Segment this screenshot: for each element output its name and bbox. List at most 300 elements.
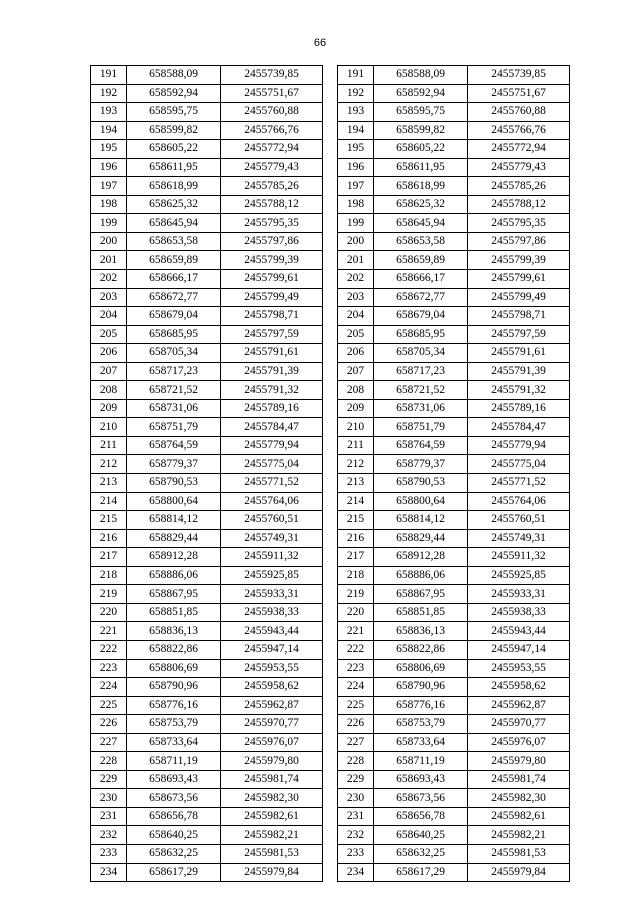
point-number-cell: 194 <box>338 121 374 140</box>
x-coordinate-cell: 658693,43 <box>127 770 221 789</box>
y-coordinate-cell: 2455788,12 <box>468 195 570 214</box>
x-coordinate-cell: 658886,06 <box>374 566 468 585</box>
y-coordinate-cell: 2455788,12 <box>221 195 323 214</box>
table-row <box>338 715 570 734</box>
table-row <box>338 214 570 233</box>
table-row <box>338 826 570 845</box>
y-coordinate-cell: 2455947,14 <box>468 640 570 659</box>
table-row <box>338 492 570 511</box>
y-coordinate-cell: 2455791,32 <box>221 381 323 400</box>
x-coordinate-cell: 658611,95 <box>127 158 221 177</box>
table-row <box>91 548 323 567</box>
x-coordinate-cell: 658731,06 <box>127 399 221 418</box>
point-number-cell: 222 <box>338 640 374 659</box>
table-row <box>338 678 570 697</box>
y-coordinate-cell: 2455789,16 <box>221 399 323 418</box>
y-coordinate-cell: 2455785,26 <box>221 177 323 196</box>
point-number-cell: 192 <box>91 84 127 103</box>
point-number-cell: 223 <box>338 659 374 678</box>
y-coordinate-cell: 2455799,49 <box>468 288 570 307</box>
table-row <box>338 140 570 159</box>
table-row <box>338 270 570 289</box>
y-coordinate-cell: 2455764,06 <box>221 492 323 511</box>
x-coordinate-cell: 658705,34 <box>374 344 468 363</box>
table-row <box>338 659 570 678</box>
x-coordinate-cell: 658751,79 <box>127 418 221 437</box>
table-row <box>338 696 570 715</box>
point-number-cell: 195 <box>91 140 127 159</box>
table-row <box>91 232 323 251</box>
x-coordinate-cell: 658656,78 <box>127 807 221 826</box>
x-coordinate-cell: 658721,52 <box>127 381 221 400</box>
point-number-cell: 215 <box>338 511 374 530</box>
table-row <box>338 362 570 381</box>
x-coordinate-cell: 658672,77 <box>374 288 468 307</box>
table-row <box>91 455 323 474</box>
x-coordinate-cell: 658673,56 <box>127 789 221 808</box>
point-number-cell: 200 <box>338 232 374 251</box>
point-number-cell: 216 <box>338 529 374 548</box>
y-coordinate-cell: 2455771,52 <box>468 474 570 493</box>
x-coordinate-cell: 658764,59 <box>374 436 468 455</box>
point-number-cell: 202 <box>91 270 127 289</box>
table-row <box>338 436 570 455</box>
x-coordinate-cell: 658592,94 <box>374 84 468 103</box>
table-row <box>91 659 323 678</box>
table-row <box>338 529 570 548</box>
y-coordinate-cell: 2455982,61 <box>221 807 323 826</box>
point-number-cell: 220 <box>91 603 127 622</box>
point-number-cell: 193 <box>338 103 374 122</box>
point-number-cell: 201 <box>91 251 127 270</box>
table-row <box>338 770 570 789</box>
x-coordinate-cell: 658867,95 <box>374 585 468 604</box>
point-number-cell: 191 <box>91 66 127 85</box>
point-number-cell: 234 <box>338 863 374 882</box>
table-row <box>91 566 323 585</box>
point-number-cell: 233 <box>338 844 374 863</box>
y-coordinate-cell: 2455739,85 <box>468 66 570 85</box>
table-row <box>91 399 323 418</box>
table-row <box>338 622 570 641</box>
table-row <box>91 715 323 734</box>
y-coordinate-cell: 2455785,26 <box>468 177 570 196</box>
y-coordinate-cell: 2455982,21 <box>221 826 323 845</box>
y-coordinate-cell: 2455799,39 <box>468 251 570 270</box>
point-number-cell: 210 <box>91 418 127 437</box>
x-coordinate-cell: 658653,58 <box>374 232 468 251</box>
x-coordinate-cell: 658705,34 <box>127 344 221 363</box>
y-coordinate-cell: 2455925,85 <box>221 566 323 585</box>
y-coordinate-cell: 2455772,94 <box>221 140 323 159</box>
point-number-cell: 198 <box>338 195 374 214</box>
x-coordinate-cell: 658666,17 <box>127 270 221 289</box>
x-coordinate-cell: 658666,17 <box>374 270 468 289</box>
x-coordinate-cell: 658693,43 <box>374 770 468 789</box>
point-number-cell: 205 <box>91 325 127 344</box>
point-number-cell: 212 <box>91 455 127 474</box>
table-row <box>338 603 570 622</box>
table-row <box>91 288 323 307</box>
point-number-cell: 208 <box>338 381 374 400</box>
x-coordinate-cell: 658822,86 <box>374 640 468 659</box>
y-coordinate-cell: 2455962,87 <box>468 696 570 715</box>
y-coordinate-cell: 2455797,86 <box>221 232 323 251</box>
table-row <box>338 381 570 400</box>
x-coordinate-cell: 658753,79 <box>127 715 221 734</box>
y-coordinate-cell: 2455962,87 <box>221 696 323 715</box>
y-coordinate-cell: 2455799,61 <box>221 270 323 289</box>
y-coordinate-cell: 2455799,49 <box>221 288 323 307</box>
y-coordinate-cell: 2455749,31 <box>221 529 323 548</box>
y-coordinate-cell: 2455791,32 <box>468 381 570 400</box>
point-number-cell: 218 <box>91 566 127 585</box>
point-number-cell: 221 <box>338 622 374 641</box>
point-number-cell: 211 <box>338 436 374 455</box>
x-coordinate-cell: 658640,25 <box>127 826 221 845</box>
point-number-cell: 196 <box>338 158 374 177</box>
point-number-cell: 226 <box>338 715 374 734</box>
y-coordinate-cell: 2455784,47 <box>468 418 570 437</box>
x-coordinate-cell: 658731,06 <box>374 399 468 418</box>
x-coordinate-cell: 658717,23 <box>374 362 468 381</box>
y-coordinate-cell: 2455799,61 <box>468 270 570 289</box>
x-coordinate-cell: 658836,13 <box>127 622 221 641</box>
y-coordinate-cell: 2455911,32 <box>468 548 570 567</box>
table-row <box>338 548 570 567</box>
point-number-cell: 228 <box>91 752 127 771</box>
y-coordinate-cell: 2455791,61 <box>221 344 323 363</box>
y-coordinate-cell: 2455760,88 <box>468 103 570 122</box>
point-number-cell: 202 <box>338 270 374 289</box>
y-coordinate-cell: 2455791,61 <box>468 344 570 363</box>
x-coordinate-cell: 658822,86 <box>127 640 221 659</box>
y-coordinate-cell: 2455760,88 <box>221 103 323 122</box>
y-coordinate-cell: 2455953,55 <box>468 659 570 678</box>
table-row <box>91 418 323 437</box>
x-coordinate-cell: 658912,28 <box>127 548 221 567</box>
x-coordinate-cell: 658779,37 <box>127 455 221 474</box>
y-coordinate-cell: 2455766,76 <box>221 121 323 140</box>
x-coordinate-cell: 658659,89 <box>374 251 468 270</box>
x-coordinate-cell: 658733,64 <box>127 733 221 752</box>
coordinates-table-right <box>337 65 570 882</box>
x-coordinate-cell: 658790,96 <box>127 678 221 697</box>
y-coordinate-cell: 2455779,94 <box>221 436 323 455</box>
point-number-cell: 194 <box>91 121 127 140</box>
point-number-cell: 204 <box>91 307 127 326</box>
x-coordinate-cell: 658711,19 <box>374 752 468 771</box>
y-coordinate-cell: 2455943,44 <box>468 622 570 641</box>
x-coordinate-cell: 658595,75 <box>374 103 468 122</box>
point-number-cell: 223 <box>91 659 127 678</box>
y-coordinate-cell: 2455970,77 <box>468 715 570 734</box>
table-row <box>91 733 323 752</box>
point-number-cell: 191 <box>338 66 374 85</box>
x-coordinate-cell: 658814,12 <box>127 511 221 530</box>
table-row <box>91 585 323 604</box>
table-row <box>91 158 323 177</box>
point-number-cell: 212 <box>338 455 374 474</box>
x-coordinate-cell: 658599,82 <box>374 121 468 140</box>
point-number-cell: 232 <box>338 826 374 845</box>
y-coordinate-cell: 2455981,53 <box>221 844 323 863</box>
x-coordinate-cell: 658611,95 <box>374 158 468 177</box>
table-row <box>91 177 323 196</box>
table-row <box>91 344 323 363</box>
x-coordinate-cell: 658867,95 <box>127 585 221 604</box>
x-coordinate-cell: 658653,58 <box>127 232 221 251</box>
x-coordinate-cell: 658751,79 <box>374 418 468 437</box>
y-coordinate-cell: 2455798,71 <box>468 307 570 326</box>
table-row <box>338 177 570 196</box>
table-row <box>338 566 570 585</box>
x-coordinate-cell: 658588,09 <box>374 66 468 85</box>
point-number-cell: 209 <box>338 399 374 418</box>
table-row <box>338 121 570 140</box>
y-coordinate-cell: 2455791,39 <box>468 362 570 381</box>
point-number-cell: 203 <box>338 288 374 307</box>
table-row <box>91 270 323 289</box>
point-number-cell: 226 <box>91 715 127 734</box>
y-coordinate-cell: 2455953,55 <box>221 659 323 678</box>
y-coordinate-cell: 2455976,07 <box>468 733 570 752</box>
y-coordinate-cell: 2455772,94 <box>468 140 570 159</box>
point-number-cell: 231 <box>338 807 374 826</box>
x-coordinate-cell: 658851,85 <box>374 603 468 622</box>
y-coordinate-cell: 2455779,94 <box>468 436 570 455</box>
point-number-cell: 216 <box>91 529 127 548</box>
y-coordinate-cell: 2455795,35 <box>468 214 570 233</box>
table-row <box>338 585 570 604</box>
x-coordinate-cell: 658790,53 <box>374 474 468 493</box>
y-coordinate-cell: 2455789,16 <box>468 399 570 418</box>
x-coordinate-cell: 658645,94 <box>127 214 221 233</box>
table-row <box>91 640 323 659</box>
point-number-cell: 207 <box>338 362 374 381</box>
table-row <box>338 195 570 214</box>
table-row <box>338 288 570 307</box>
table-row <box>338 474 570 493</box>
x-coordinate-cell: 658886,06 <box>127 566 221 585</box>
point-number-cell: 197 <box>91 177 127 196</box>
table-row <box>91 474 323 493</box>
x-coordinate-cell: 658672,77 <box>127 288 221 307</box>
table-row <box>338 251 570 270</box>
y-coordinate-cell: 2455970,77 <box>221 715 323 734</box>
x-coordinate-cell: 658595,75 <box>127 103 221 122</box>
table-row <box>91 362 323 381</box>
y-coordinate-cell: 2455751,67 <box>468 84 570 103</box>
y-coordinate-cell: 2455749,31 <box>468 529 570 548</box>
x-coordinate-cell: 658588,09 <box>127 66 221 85</box>
x-coordinate-cell: 658800,64 <box>374 492 468 511</box>
table-row <box>91 66 323 85</box>
point-number-cell: 208 <box>91 381 127 400</box>
x-coordinate-cell: 658912,28 <box>374 548 468 567</box>
table-row <box>338 511 570 530</box>
table-row <box>91 603 323 622</box>
point-number-cell: 230 <box>338 789 374 808</box>
x-coordinate-cell: 658625,32 <box>127 195 221 214</box>
x-coordinate-cell: 658814,12 <box>374 511 468 530</box>
x-coordinate-cell: 658656,78 <box>374 807 468 826</box>
x-coordinate-cell: 658659,89 <box>127 251 221 270</box>
table-row <box>338 307 570 326</box>
point-number-cell: 214 <box>91 492 127 511</box>
table-row <box>338 455 570 474</box>
x-coordinate-cell: 658806,69 <box>127 659 221 678</box>
x-coordinate-cell: 658753,79 <box>374 715 468 734</box>
table-row <box>91 325 323 344</box>
point-number-cell: 231 <box>91 807 127 826</box>
y-coordinate-cell: 2455797,59 <box>221 325 323 344</box>
y-coordinate-cell: 2455766,76 <box>468 121 570 140</box>
point-number-cell: 213 <box>91 474 127 493</box>
y-coordinate-cell: 2455958,62 <box>221 678 323 697</box>
x-coordinate-cell: 658776,16 <box>374 696 468 715</box>
x-coordinate-cell: 658721,52 <box>374 381 468 400</box>
y-coordinate-cell: 2455981,53 <box>468 844 570 863</box>
table-row <box>338 418 570 437</box>
y-coordinate-cell: 2455979,80 <box>221 752 323 771</box>
point-number-cell: 192 <box>338 84 374 103</box>
table-row <box>91 307 323 326</box>
x-coordinate-cell: 658605,22 <box>127 140 221 159</box>
y-coordinate-cell: 2455982,30 <box>468 789 570 808</box>
y-coordinate-cell: 2455911,32 <box>221 548 323 567</box>
x-coordinate-cell: 658617,29 <box>374 863 468 882</box>
point-number-cell: 205 <box>338 325 374 344</box>
point-number-cell: 206 <box>338 344 374 363</box>
point-number-cell: 233 <box>91 844 127 863</box>
x-coordinate-cell: 658592,94 <box>127 84 221 103</box>
y-coordinate-cell: 2455760,51 <box>221 511 323 530</box>
point-number-cell: 219 <box>338 585 374 604</box>
table-row <box>91 863 323 882</box>
x-coordinate-cell: 658632,25 <box>127 844 221 863</box>
point-number-cell: 197 <box>338 177 374 196</box>
point-number-cell: 209 <box>91 399 127 418</box>
y-coordinate-cell: 2455771,52 <box>221 474 323 493</box>
x-coordinate-cell: 658851,85 <box>127 603 221 622</box>
point-number-cell: 215 <box>91 511 127 530</box>
x-coordinate-cell: 658717,23 <box>127 362 221 381</box>
x-coordinate-cell: 658733,64 <box>374 733 468 752</box>
table-row <box>91 511 323 530</box>
point-number-cell: 224 <box>91 678 127 697</box>
table-row <box>91 436 323 455</box>
x-coordinate-cell: 658764,59 <box>127 436 221 455</box>
point-number-cell: 221 <box>91 622 127 641</box>
table-row <box>338 640 570 659</box>
point-number-cell: 220 <box>338 603 374 622</box>
x-coordinate-cell: 658679,04 <box>127 307 221 326</box>
table-row <box>91 696 323 715</box>
point-number-cell: 207 <box>91 362 127 381</box>
table-row <box>91 826 323 845</box>
point-number-cell: 225 <box>91 696 127 715</box>
table-row <box>91 789 323 808</box>
table-row <box>91 381 323 400</box>
y-coordinate-cell: 2455947,14 <box>221 640 323 659</box>
y-coordinate-cell: 2455982,30 <box>221 789 323 808</box>
table-row <box>338 103 570 122</box>
y-coordinate-cell: 2455979,84 <box>221 863 323 882</box>
point-number-cell: 228 <box>338 752 374 771</box>
table-row <box>91 529 323 548</box>
point-number-cell: 201 <box>338 251 374 270</box>
table-row <box>91 844 323 863</box>
point-number-cell: 196 <box>91 158 127 177</box>
y-coordinate-cell: 2455925,85 <box>468 566 570 585</box>
y-coordinate-cell: 2455795,35 <box>221 214 323 233</box>
point-number-cell: 219 <box>91 585 127 604</box>
table-row <box>338 158 570 177</box>
x-coordinate-cell: 658617,29 <box>127 863 221 882</box>
x-coordinate-cell: 658790,96 <box>374 678 468 697</box>
table-row <box>338 66 570 85</box>
y-coordinate-cell: 2455764,06 <box>468 492 570 511</box>
y-coordinate-cell: 2455981,74 <box>221 770 323 789</box>
y-coordinate-cell: 2455775,04 <box>221 455 323 474</box>
x-coordinate-cell: 658836,13 <box>374 622 468 641</box>
point-number-cell: 203 <box>91 288 127 307</box>
x-coordinate-cell: 658625,32 <box>374 195 468 214</box>
point-number-cell: 199 <box>338 214 374 233</box>
y-coordinate-cell: 2455958,62 <box>468 678 570 697</box>
point-number-cell: 195 <box>338 140 374 159</box>
y-coordinate-cell: 2455797,59 <box>468 325 570 344</box>
y-coordinate-cell: 2455751,67 <box>221 84 323 103</box>
x-coordinate-cell: 658790,53 <box>127 474 221 493</box>
point-number-cell: 229 <box>91 770 127 789</box>
y-coordinate-cell: 2455943,44 <box>221 622 323 641</box>
table-row <box>338 344 570 363</box>
y-coordinate-cell: 2455779,43 <box>468 158 570 177</box>
point-number-cell: 234 <box>91 863 127 882</box>
table-row <box>91 140 323 159</box>
table-row <box>91 492 323 511</box>
page-number: 66 <box>313 37 327 49</box>
x-coordinate-cell: 658618,99 <box>127 177 221 196</box>
y-coordinate-cell: 2455982,21 <box>468 826 570 845</box>
x-coordinate-cell: 658685,95 <box>127 325 221 344</box>
point-number-cell: 227 <box>91 733 127 752</box>
table-row <box>91 678 323 697</box>
y-coordinate-cell: 2455799,39 <box>221 251 323 270</box>
table-row <box>338 844 570 863</box>
y-coordinate-cell: 2455938,33 <box>221 603 323 622</box>
y-coordinate-cell: 2455979,80 <box>468 752 570 771</box>
y-coordinate-cell: 2455933,31 <box>468 585 570 604</box>
x-coordinate-cell: 658640,25 <box>374 826 468 845</box>
table-row <box>338 399 570 418</box>
table-row <box>338 84 570 103</box>
y-coordinate-cell: 2455760,51 <box>468 511 570 530</box>
y-coordinate-cell: 2455798,71 <box>221 307 323 326</box>
point-number-cell: 214 <box>338 492 374 511</box>
point-number-cell: 193 <box>91 103 127 122</box>
y-coordinate-cell: 2455976,07 <box>221 733 323 752</box>
x-coordinate-cell: 658776,16 <box>127 696 221 715</box>
y-coordinate-cell: 2455791,39 <box>221 362 323 381</box>
table-row <box>91 622 323 641</box>
point-number-cell: 218 <box>338 566 374 585</box>
y-coordinate-cell: 2455979,84 <box>468 863 570 882</box>
y-coordinate-cell: 2455982,61 <box>468 807 570 826</box>
x-coordinate-cell: 658599,82 <box>127 121 221 140</box>
